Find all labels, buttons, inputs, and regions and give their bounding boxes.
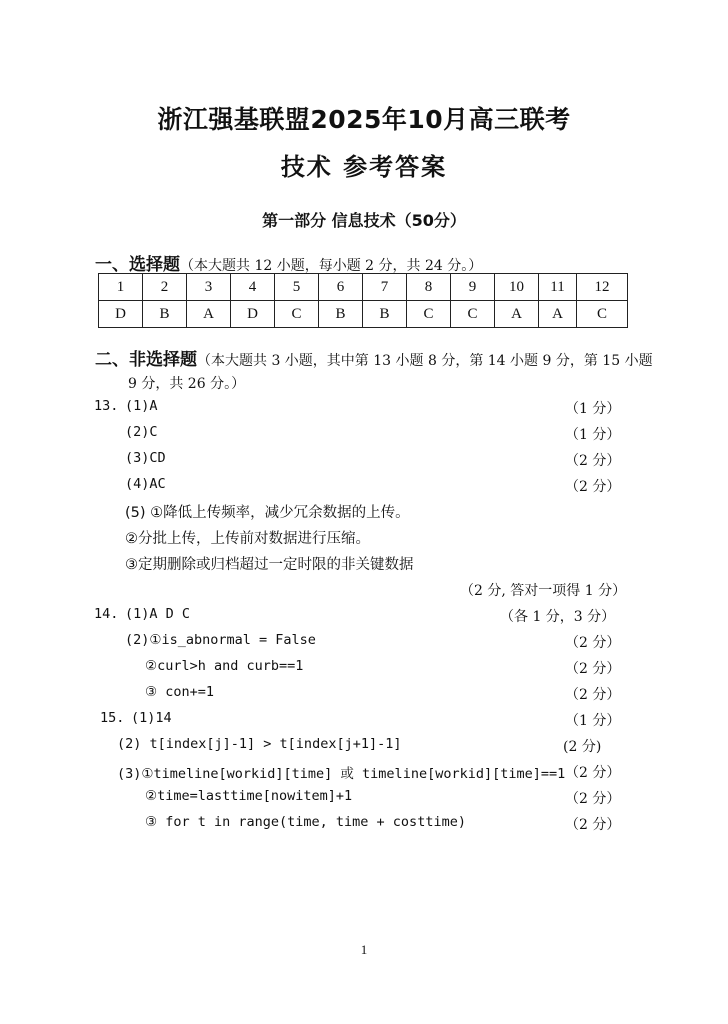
q13-answer-2: (2)C xyxy=(125,424,158,440)
document-title: 浙江强基联盟2025年10月高三联考 xyxy=(157,105,571,134)
q15-answer-2: (2) t[index[j]-1] > t[index[j+1]-1] xyxy=(117,736,402,752)
answer-cell: B xyxy=(143,301,187,328)
answer-cell: C xyxy=(275,301,319,328)
answer-cell: A xyxy=(495,301,539,328)
q14-answer-1: (1)A D C xyxy=(125,606,191,622)
question-number-cell: 2 xyxy=(143,274,187,301)
q14-number: 14. xyxy=(94,606,119,622)
q15-answer-4: ②time=lasttime[nowitem]+1 xyxy=(145,788,353,804)
answer-cell: C xyxy=(577,301,628,328)
question-number-cell: 8 xyxy=(407,274,451,301)
q13-answer-3: (3)CD xyxy=(125,450,166,466)
q15-answer-1: (1)14 xyxy=(131,710,172,726)
question-number-cell: 6 xyxy=(319,274,363,301)
question-number-cell: 9 xyxy=(451,274,495,301)
question-number-cell: 3 xyxy=(187,274,231,301)
answer-table xyxy=(98,273,628,328)
q14-answer-2: (2)①is_abnormal = False xyxy=(125,632,316,648)
answer-cell: B xyxy=(319,301,363,328)
q15-score-4: （2 分） xyxy=(565,791,621,807)
part-heading: 第一部分 信息技术（50分） xyxy=(262,211,466,230)
q15-score-2: (2 分) xyxy=(563,739,602,755)
answer-cell: B xyxy=(363,301,407,328)
answer-cell: A xyxy=(187,301,231,328)
section1-heading: 一、选择题 xyxy=(95,255,180,275)
q13-answer-5-line1: (5) ①降低上传频率，减少冗余数据的上传。 xyxy=(125,505,410,521)
section2-header xyxy=(95,345,653,370)
section1-note: （本大题共 12 小题，每小题 2 分，共 24 分。） xyxy=(180,258,483,274)
answer-cell: D xyxy=(99,301,143,328)
answer-cell: D xyxy=(231,301,275,328)
q15-answer-5: ③ for t in range(time, time + costtime) xyxy=(145,814,466,830)
q15-score-3: （2 分） xyxy=(565,765,621,781)
question-number-cell: 10 xyxy=(495,274,539,301)
q14-answer-4: ③ con+=1 xyxy=(145,684,214,700)
answer-cell: C xyxy=(407,301,451,328)
q15-score-5: （2 分） xyxy=(565,817,621,833)
q13-number: 13. xyxy=(94,398,119,414)
q13-score-1: （1 分） xyxy=(565,401,621,417)
q15-score-1: （1 分） xyxy=(565,713,621,729)
q14-score-4: （2 分） xyxy=(565,687,621,703)
q13-answer-5-line2: ②分批上传，上传前对数据进行压缩。 xyxy=(125,531,370,547)
q14-score-1: （各 1 分，3 分） xyxy=(500,609,616,625)
question-number-cell: 7 xyxy=(363,274,407,301)
page-number: 1 xyxy=(360,942,368,957)
question-number-cell: 4 xyxy=(231,274,275,301)
q14-score-2: （2 分） xyxy=(565,635,621,651)
q14-answer-3: ②curl>h and curb==1 xyxy=(145,658,304,674)
answer-table-answer-row xyxy=(99,301,628,328)
q13-score-3: （2 分） xyxy=(565,453,621,469)
section2-note-line2: 9 分，共 26 分。） xyxy=(128,376,246,392)
q13-answer-1: (1)A xyxy=(125,398,158,414)
question-number-cell: 1 xyxy=(99,274,143,301)
q15-answer-3: (3)①timeline[workid][time] 或 timeline[workid][time]==1 xyxy=(117,766,566,782)
answer-cell: A xyxy=(539,301,577,328)
question-number-cell: 5 xyxy=(275,274,319,301)
q13-score-5: （2 分, 答对一项得 1 分） xyxy=(460,583,627,599)
document-subtitle: 技术 参考答案 xyxy=(280,153,448,181)
q13-answer-4: (4)AC xyxy=(125,476,166,492)
answer-cell: C xyxy=(451,301,495,328)
section2-heading: 二、非选择题 xyxy=(95,350,197,370)
section1-header xyxy=(95,250,482,275)
section2-note-line1: （本大题共 3 小题，其中第 13 小题 8 分，第 14 小题 9 分，第 15 小题 xyxy=(197,353,653,369)
question-number-cell: 11 xyxy=(539,274,577,301)
q14-score-3: （2 分） xyxy=(565,661,621,677)
answer-table-number-row xyxy=(99,274,628,301)
q15-number: 15. xyxy=(100,710,125,726)
q13-answer-5-line3: ③定期删除或归档超过一定时限的非关键数据 xyxy=(125,557,414,573)
q13-score-2: （1 分） xyxy=(565,427,621,443)
question-number-cell: 12 xyxy=(577,274,628,301)
q13-score-4: （2 分） xyxy=(565,479,621,495)
